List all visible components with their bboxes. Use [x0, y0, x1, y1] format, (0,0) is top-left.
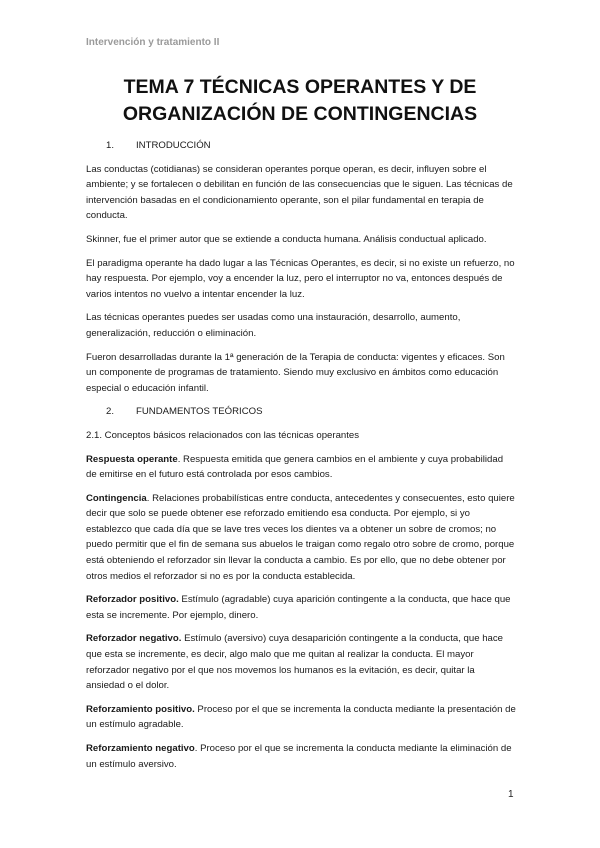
document-body — [86, 138, 516, 780]
paragraph: Las técnicas operantes puedes ser usadas como una instauración, desarrollo, aumento, generalización, reducción o eliminación. — [86, 312, 461, 339]
definition-reforzador-positivo — [86, 592, 516, 623]
definition-separator: . — [177, 453, 181, 465]
definition-text: Relaciones probabilísticas entre conducta, antecedentes y consecuentes, esto quiere decir que solo se puede obtener ese reforzado emitiendo esa conducta. Por ejemplo, si yo establezco que cada día que se lave tres veces los dientes va a obtener un sobre de cromos; no puedo permitir que el fin de semana sus abuelos le traigan como regalo otro sobre de cromo, porque está obteniendo el reforzador sin llevar la conducta a cambio. Es por ello, que no debe obtener por otros medios el reforzador si no es por la conducta establecida. — [86, 492, 515, 582]
definition-separator: . — [146, 492, 150, 504]
title-line-2: ORGANIZACIÓN DE CONTINGENCIAS — [122, 103, 478, 125]
section-heading-introduccion — [86, 138, 516, 154]
definition-term: Reforzamiento negativo — [86, 743, 195, 754]
definition-term: Contingencia — [86, 492, 147, 504]
definition-contingencia — [86, 491, 516, 585]
page-number: 1 — [508, 789, 514, 800]
paragraph: El paradigma operante ha dado lugar a las Técnicas Operantes, es decir, si no existe un refuerzo, no hay respuesta. Por ejemplo, voy a encender la luz, pero el interruptor no va, entonces después de varios intentos no vuelvo a intentar encender la luz. — [86, 257, 515, 300]
document-title — [70, 74, 530, 128]
definition-reforzamiento-positivo — [86, 702, 516, 733]
paragraph: Las conductas (cotidianas) se consideran operantes porque operan, es decir, influyen sobre el ambiente; y se fortalecen o debilitan en función de las consecuencias que le siguen. Las técnicas de intervención basadas en el condicionamiento operante, son el pilar fundamental en terapia de conducta. — [86, 163, 513, 222]
section-title: INTRODUCCIÓN — [136, 140, 211, 151]
title-line-1: TEMA 7 TÉCNICAS OPERANTES Y DE — [123, 76, 477, 98]
definition-text: Proceso por el que se incrementa la conducta mediante la eliminación de un estímulo aversivo. — [86, 743, 512, 770]
definition-term: Reforzador positivo. — [86, 594, 179, 606]
section-number: 1. — [106, 140, 115, 151]
definition-respuesta-operante — [86, 452, 516, 483]
definition-term: Reforzamiento positivo. — [86, 703, 195, 715]
subsection-heading: 2.1. Conceptos básicos relacionados con las técnicas operantes — [86, 429, 360, 441]
definition-separator: . — [194, 743, 198, 754]
definition-reforzamiento-negativo — [86, 741, 516, 772]
paragraph: Fueron desarrolladas durante la 1ª generación de la Terapia de conducta: vigentes y eficaces. Son un componente de programas de tratamiento. Siendo muy exclusivo en ámbitos como educación especial o educación infantil. — [86, 351, 505, 394]
running-header: Intervención y tratamiento II — [86, 37, 220, 48]
definition-term: Respuesta operante — [86, 453, 178, 465]
definition-reforzador-negativo — [86, 631, 516, 693]
definition-text: Proceso por el que se incrementa la conducta mediante la presentación de un estímulo agradable. — [86, 703, 516, 731]
definition-term: Reforzador negativo. — [86, 633, 182, 645]
definition-text: Estímulo (aversivo) cuya desaparición contingente a la conducta, que hace que esta se incremente, es decir, algo malo que me quitan al realizar la conducta. El mayor reforzador negativo por el que nos movemos los humanos es la evitación, es decir, quitar la ansiedad o el dolor. — [86, 633, 503, 692]
section-heading-fundamentos — [86, 404, 516, 420]
paragraph: Skinner, fue el primer autor que se extiende a conducta humana. Análisis conductual aplicado. — [86, 233, 487, 245]
definition-text: Estímulo (agradable) cuya aparición contingente a la conducta, que hace que esta se incremente. Por ejemplo, dinero. — [86, 594, 511, 621]
section-title: FUNDAMENTOS TEÓRICOS — [136, 406, 263, 418]
section-number: 2. — [106, 406, 115, 418]
definition-text: Respuesta emitida que genera cambios en el ambiente y cuya probabilidad de emitirse en el futuro está controlada por esos cambios. — [86, 453, 504, 481]
